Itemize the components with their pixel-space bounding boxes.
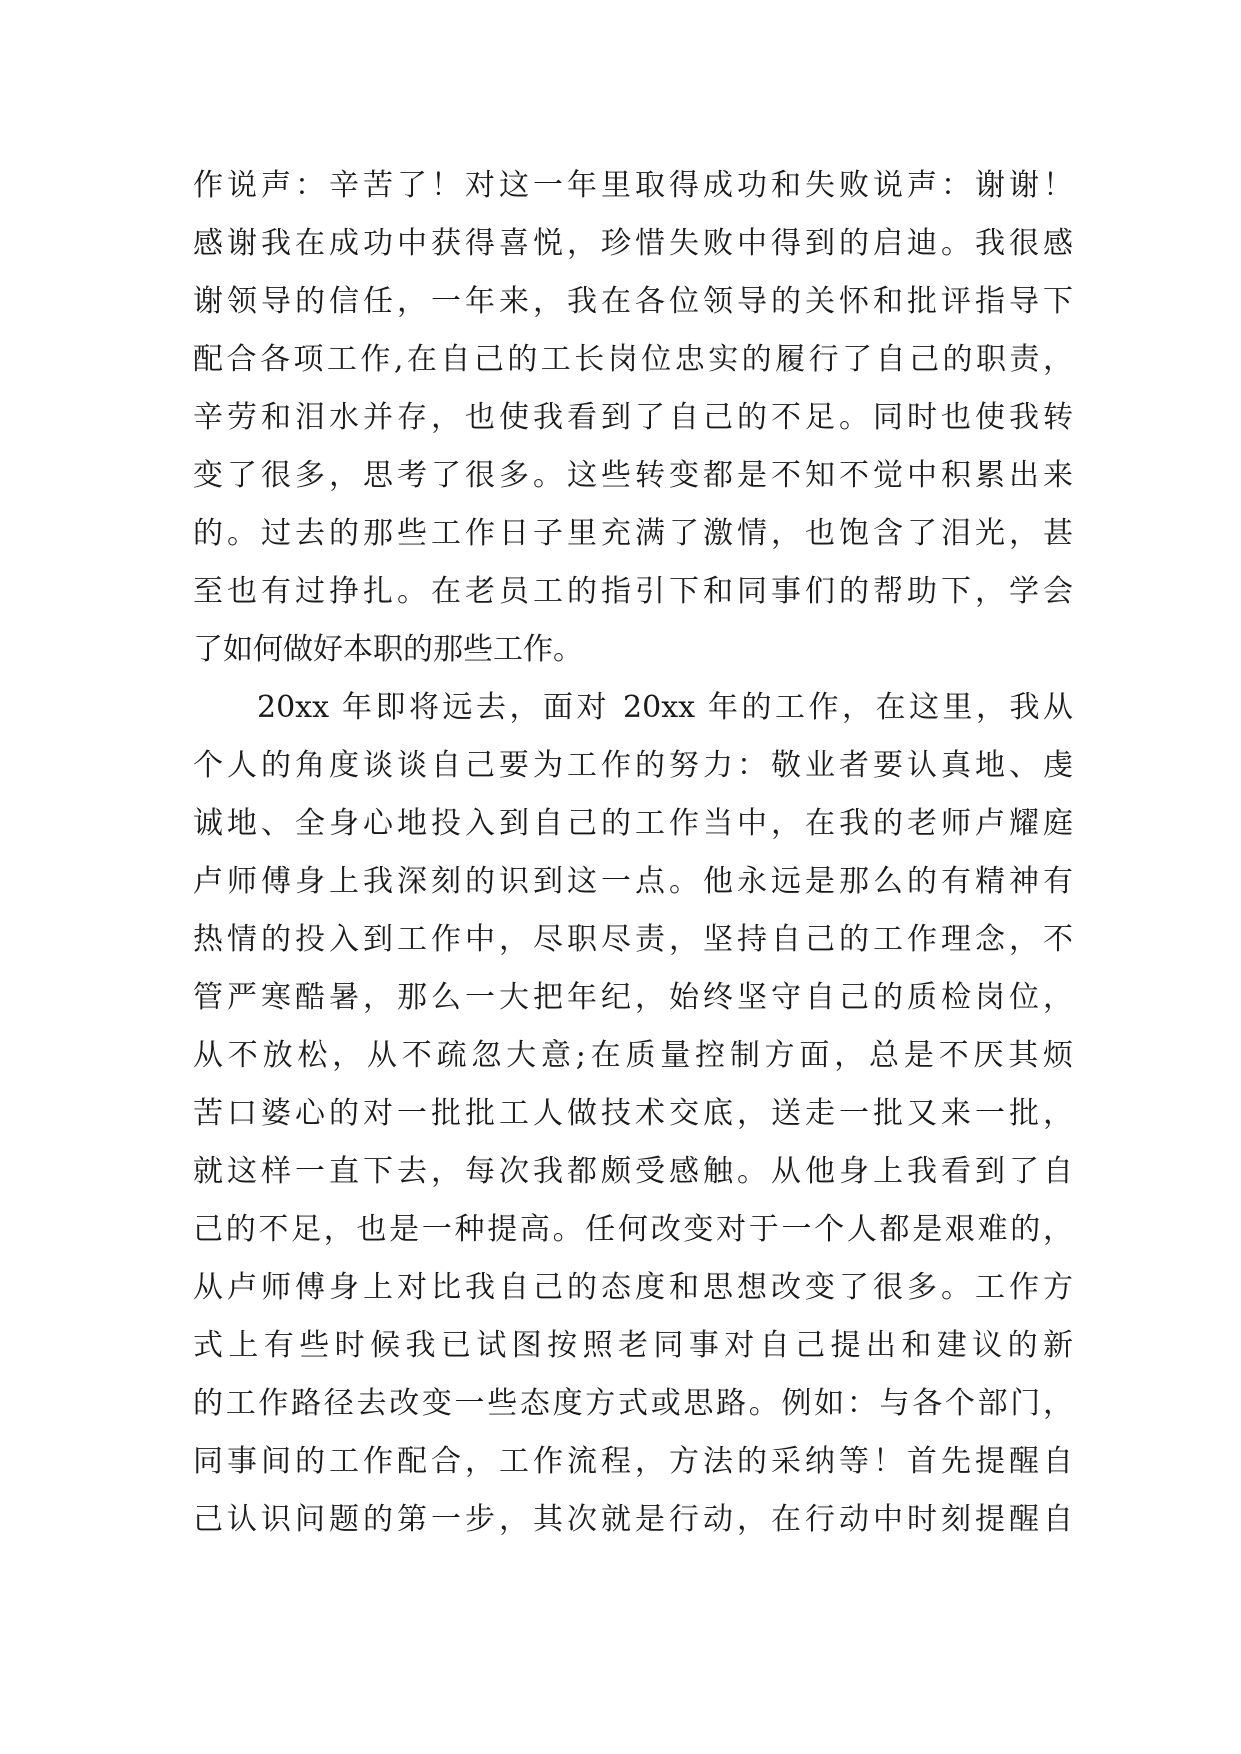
- text-line: 辛劳和泪水并存，也使我看到了自己的不足。同时也使我转: [193, 400, 1073, 435]
- text-line: 谢领导的信任，一年来，我在各位领导的关怀和批评指导下: [193, 284, 1073, 319]
- text-line: 苦口婆心的对一批批工人做技术交底，送走一批又来一批，: [193, 1096, 1073, 1131]
- text-line: 配合各项工作,在自己的工长岗位忠实的履行了自己的职责，: [193, 342, 1073, 377]
- text-line: 作说声：辛苦了！对这一年里取得成功和失败说声：谢谢！: [193, 168, 1073, 203]
- text-line: 20xx 年即将远去，面对 20xx 年的工作，在这里，我从: [257, 690, 1073, 725]
- text-line: 的工作路径去改变一些态度方式或思路。例如：与各个部门，: [193, 1386, 1073, 1421]
- text-line: 热情的投入到工作中，尽职尽责，坚持自己的工作理念，不: [193, 922, 1073, 957]
- text-line: 卢师傅身上我深刻的识到这一点。他永远是那么的有精神有: [193, 864, 1073, 899]
- text-line: 从卢师傅身上对比我自己的态度和思想改变了很多。工作方: [193, 1270, 1073, 1305]
- text-line: 的。过去的那些工作日子里充满了激情，也饱含了泪光，甚: [193, 516, 1073, 551]
- text-line: 至也有过挣扎。在老员工的指引下和同事们的帮助下，学会: [193, 574, 1073, 609]
- text-line: 诚地、全身心地投入到自己的工作当中，在我的老师卢耀庭: [193, 806, 1073, 841]
- text-line: 式上有些时候我已试图按照老同事对自己提出和建议的新: [193, 1328, 1073, 1363]
- text-line: 感谢我在成功中获得喜悦，珍惜失败中得到的启迪。我很感: [193, 226, 1073, 261]
- text-line: 了如何做好本职的那些工作。: [193, 632, 583, 667]
- text-line: 己认识问题的第一步，其次就是行动，在行动中时刻提醒自: [193, 1502, 1073, 1537]
- text-line: 己的不足，也是一种提高。任何改变对于一个人都是艰难的，: [193, 1212, 1073, 1247]
- text-line: 管严寒酷暑，那么一大把年纪，始终坚守自己的质检岗位，: [193, 980, 1073, 1015]
- paragraph-1: [193, 157, 1073, 679]
- text-line: 从不放松，从不疏忽大意;在质量控制方面，总是不厌其烦: [193, 1038, 1073, 1073]
- text-line: 个人的角度谈谈自己要为工作的努力：敬业者要认真地、虔: [193, 748, 1073, 783]
- text-line: 就这样一直下去，每次我都颇受感触。从他身上我看到了自: [193, 1154, 1073, 1189]
- body-text: [193, 157, 1073, 1549]
- paragraph-2: [193, 679, 1073, 1549]
- text-line: 同事间的工作配合，工作流程，方法的采纳等！首先提醒自: [193, 1444, 1073, 1479]
- text-line: 变了很多，思考了很多。这些转变都是不知不觉中积累出来: [193, 458, 1073, 493]
